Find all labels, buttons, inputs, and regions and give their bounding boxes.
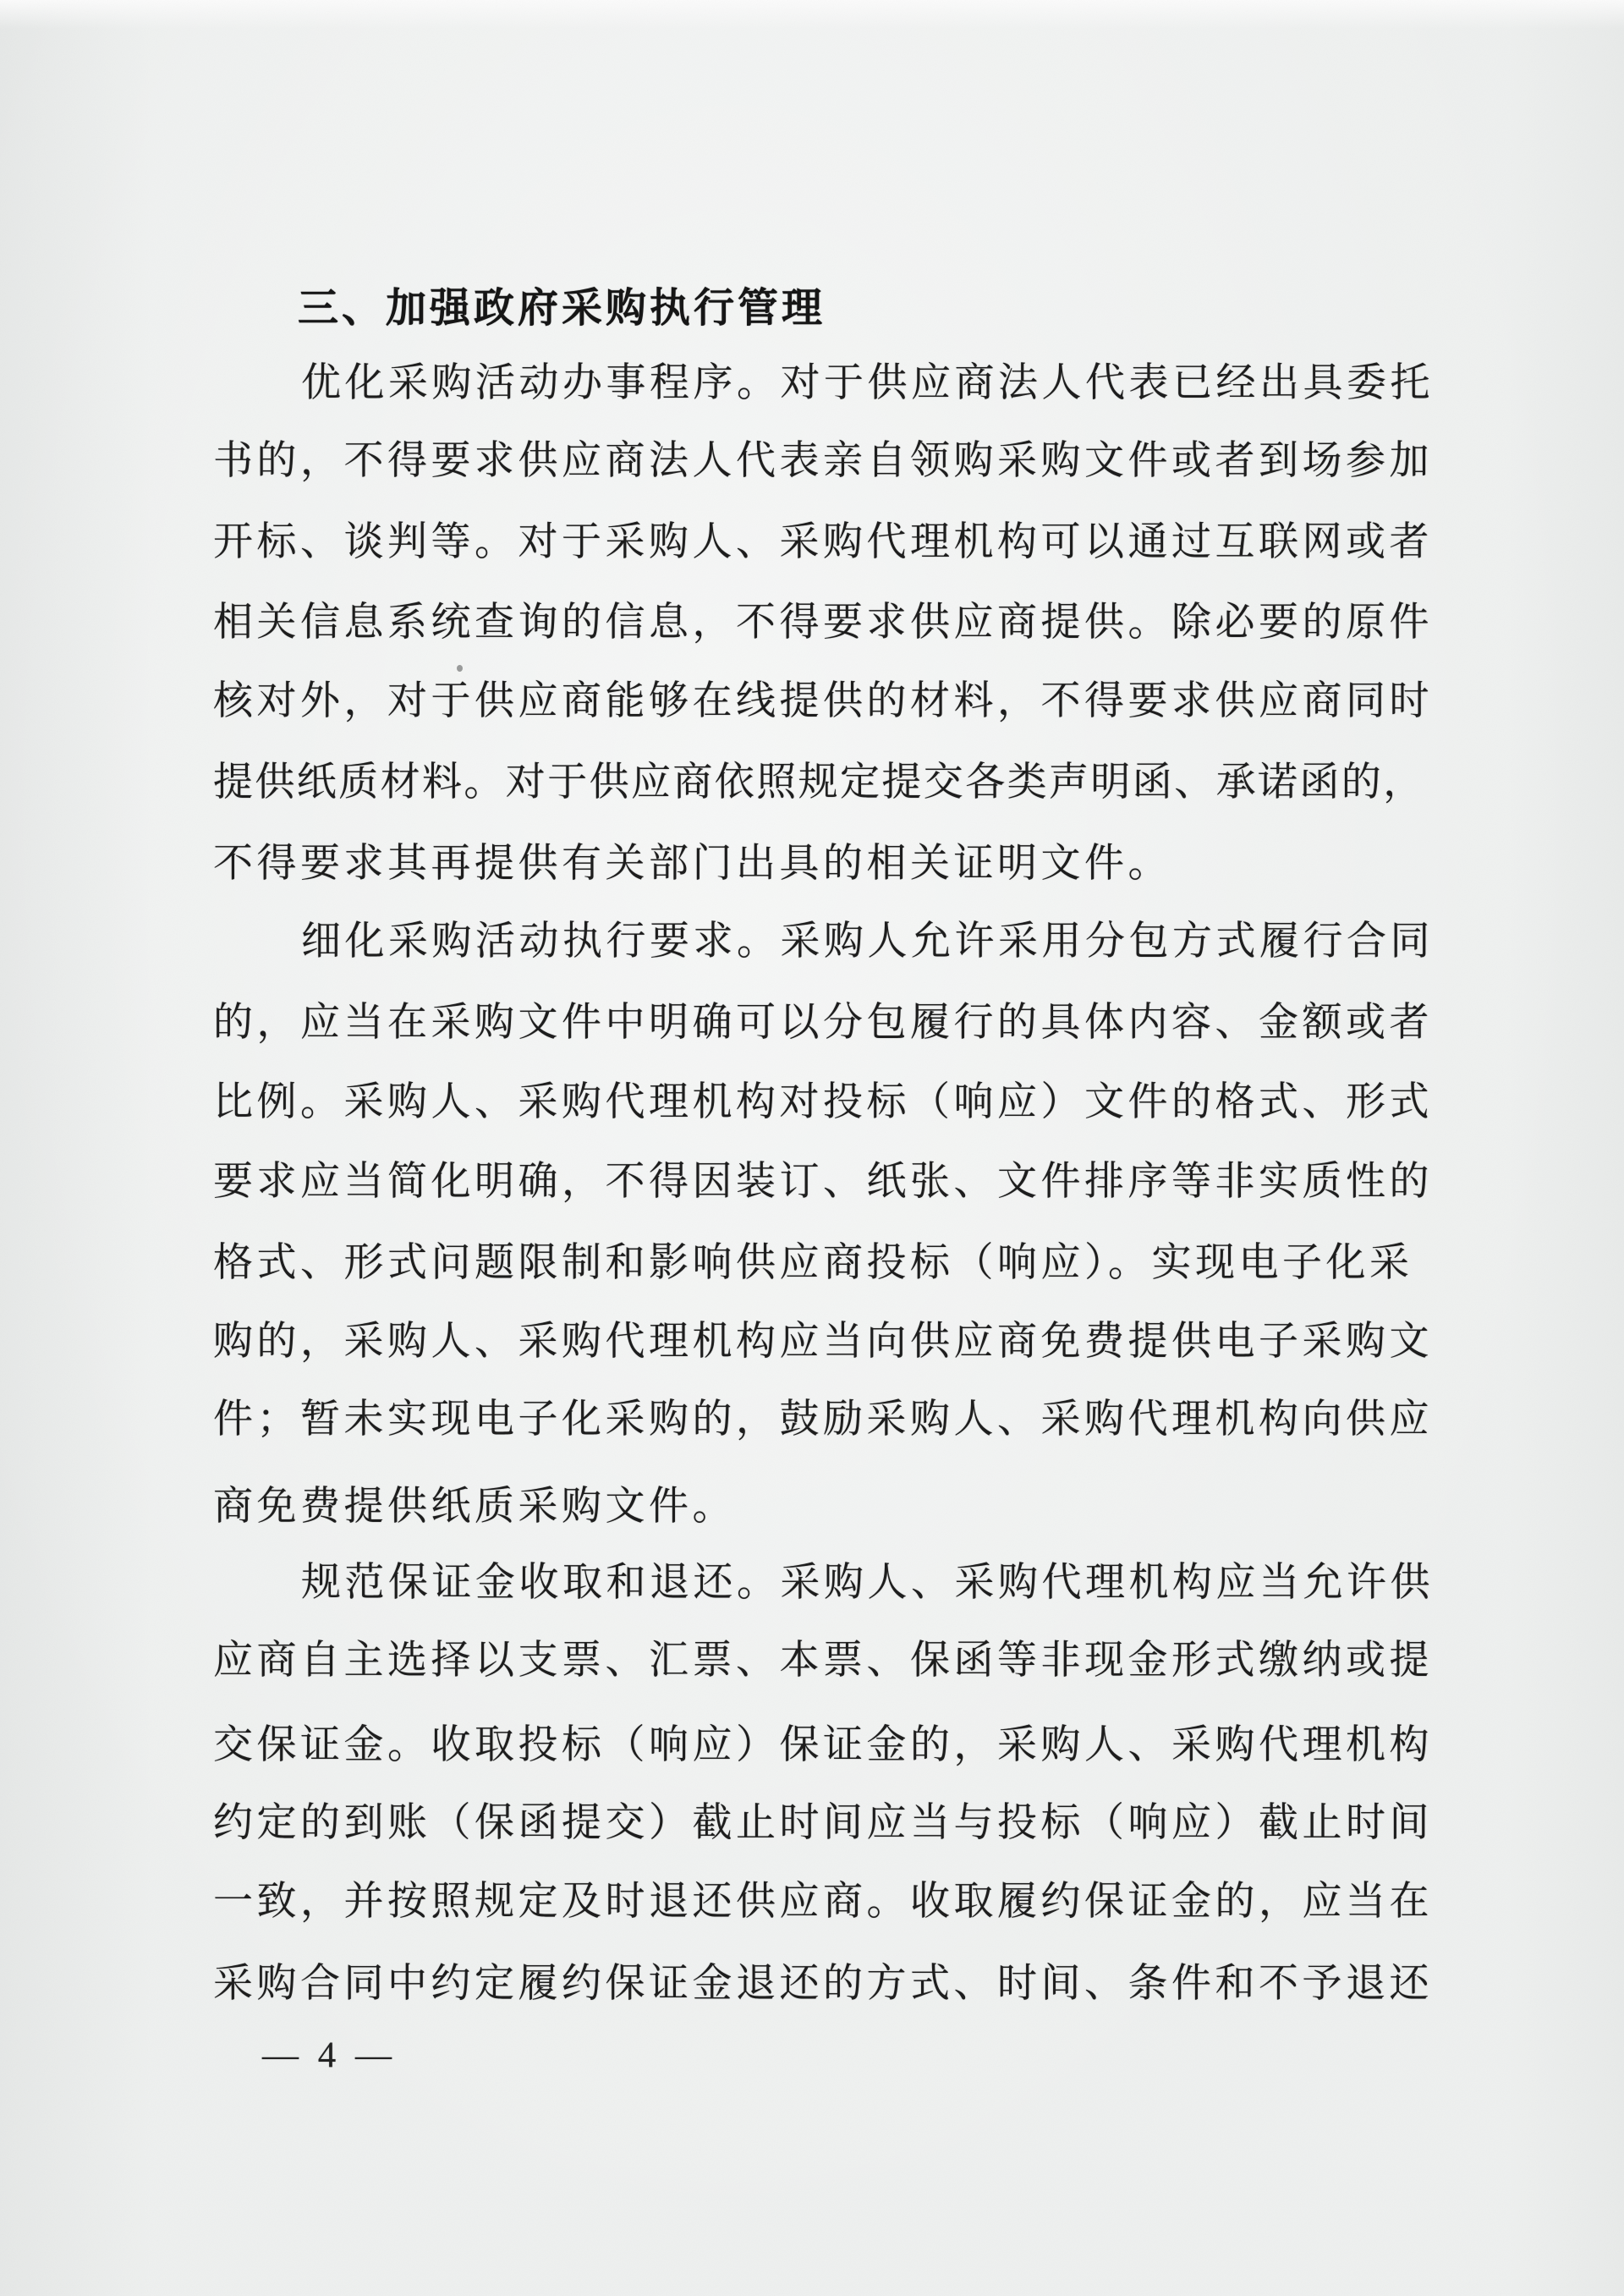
text-line: 细化采购活动执行要求。采购人允许采用分包方式履行合同: [301, 920, 1434, 964]
text-line: 一致，并按照规定及时退还供应商。收取履约保证金的，应当在: [213, 1880, 1433, 1924]
text-line: 开标、谈判等。对于采购人、采购代理机构可以通过互联网或者: [213, 520, 1433, 564]
text-line: 优化采购活动办事程序。对于供应商法人代表已经出具委托: [301, 361, 1434, 405]
text-line: 约定的到账（保函提交）截止时间应当与投标（响应）截止时间: [213, 1801, 1433, 1845]
text-line: 购的，采购人、采购代理机构应当向供应商免费提供电子采购文: [213, 1320, 1433, 1364]
text-line: 比例。采购人、采购代理机构对投标（响应）文件的格式、形式: [213, 1080, 1433, 1124]
text-line: 书的，不得要求供应商法人代表亲自领购采购文件或者到场参加: [213, 439, 1433, 483]
text-line: 不得要求其再提供有关部门出具的相关证明文件。: [213, 842, 1171, 886]
text-line: 商免费提供纸质采购文件。: [213, 1485, 736, 1529]
text-line: 采购合同中约定履约保证金退还的方式、时间、条件和不予退还: [213, 1962, 1433, 2006]
text-line: 提供纸质材料。对于供应商依照规定提交各类声明函、承诺函的，: [213, 761, 1425, 805]
text-line: 要求应当简化明确，不得因装订、纸张、文件排序等非实质性的: [213, 1160, 1433, 1204]
scan-speck: [457, 665, 463, 672]
text-line: 交保证金。收取投标（响应）保证金的，采购人、采购代理机构: [213, 1723, 1433, 1767]
text-line: 核对外，对于供应商能够在线提供的材料，不得要求供应商同时: [213, 679, 1433, 723]
section-heading: 三、加强政府采购执行管理: [298, 286, 826, 331]
text-line: 应商自主选择以支票、汇票、本票、保函等非现金形式缴纳或提: [213, 1639, 1433, 1683]
text-line: 规范保证金收取和退还。采购人、采购代理机构应当允许供: [301, 1561, 1434, 1605]
page-number: — 4 —: [262, 2035, 397, 2075]
text-line: 件；暂未实现电子化采购的，鼓励采购人、采购代理机构向供应: [213, 1398, 1433, 1442]
text-line: 相关信息系统查询的信息，不得要求供应商提供。除必要的原件: [213, 601, 1433, 645]
text-line: 格式、形式问题限制和影响供应商投标（响应）。实现电子化采: [213, 1241, 1413, 1285]
text-line: 的，应当在采购文件中明确可以分包履行的具体内容、金额或者: [213, 1001, 1433, 1045]
